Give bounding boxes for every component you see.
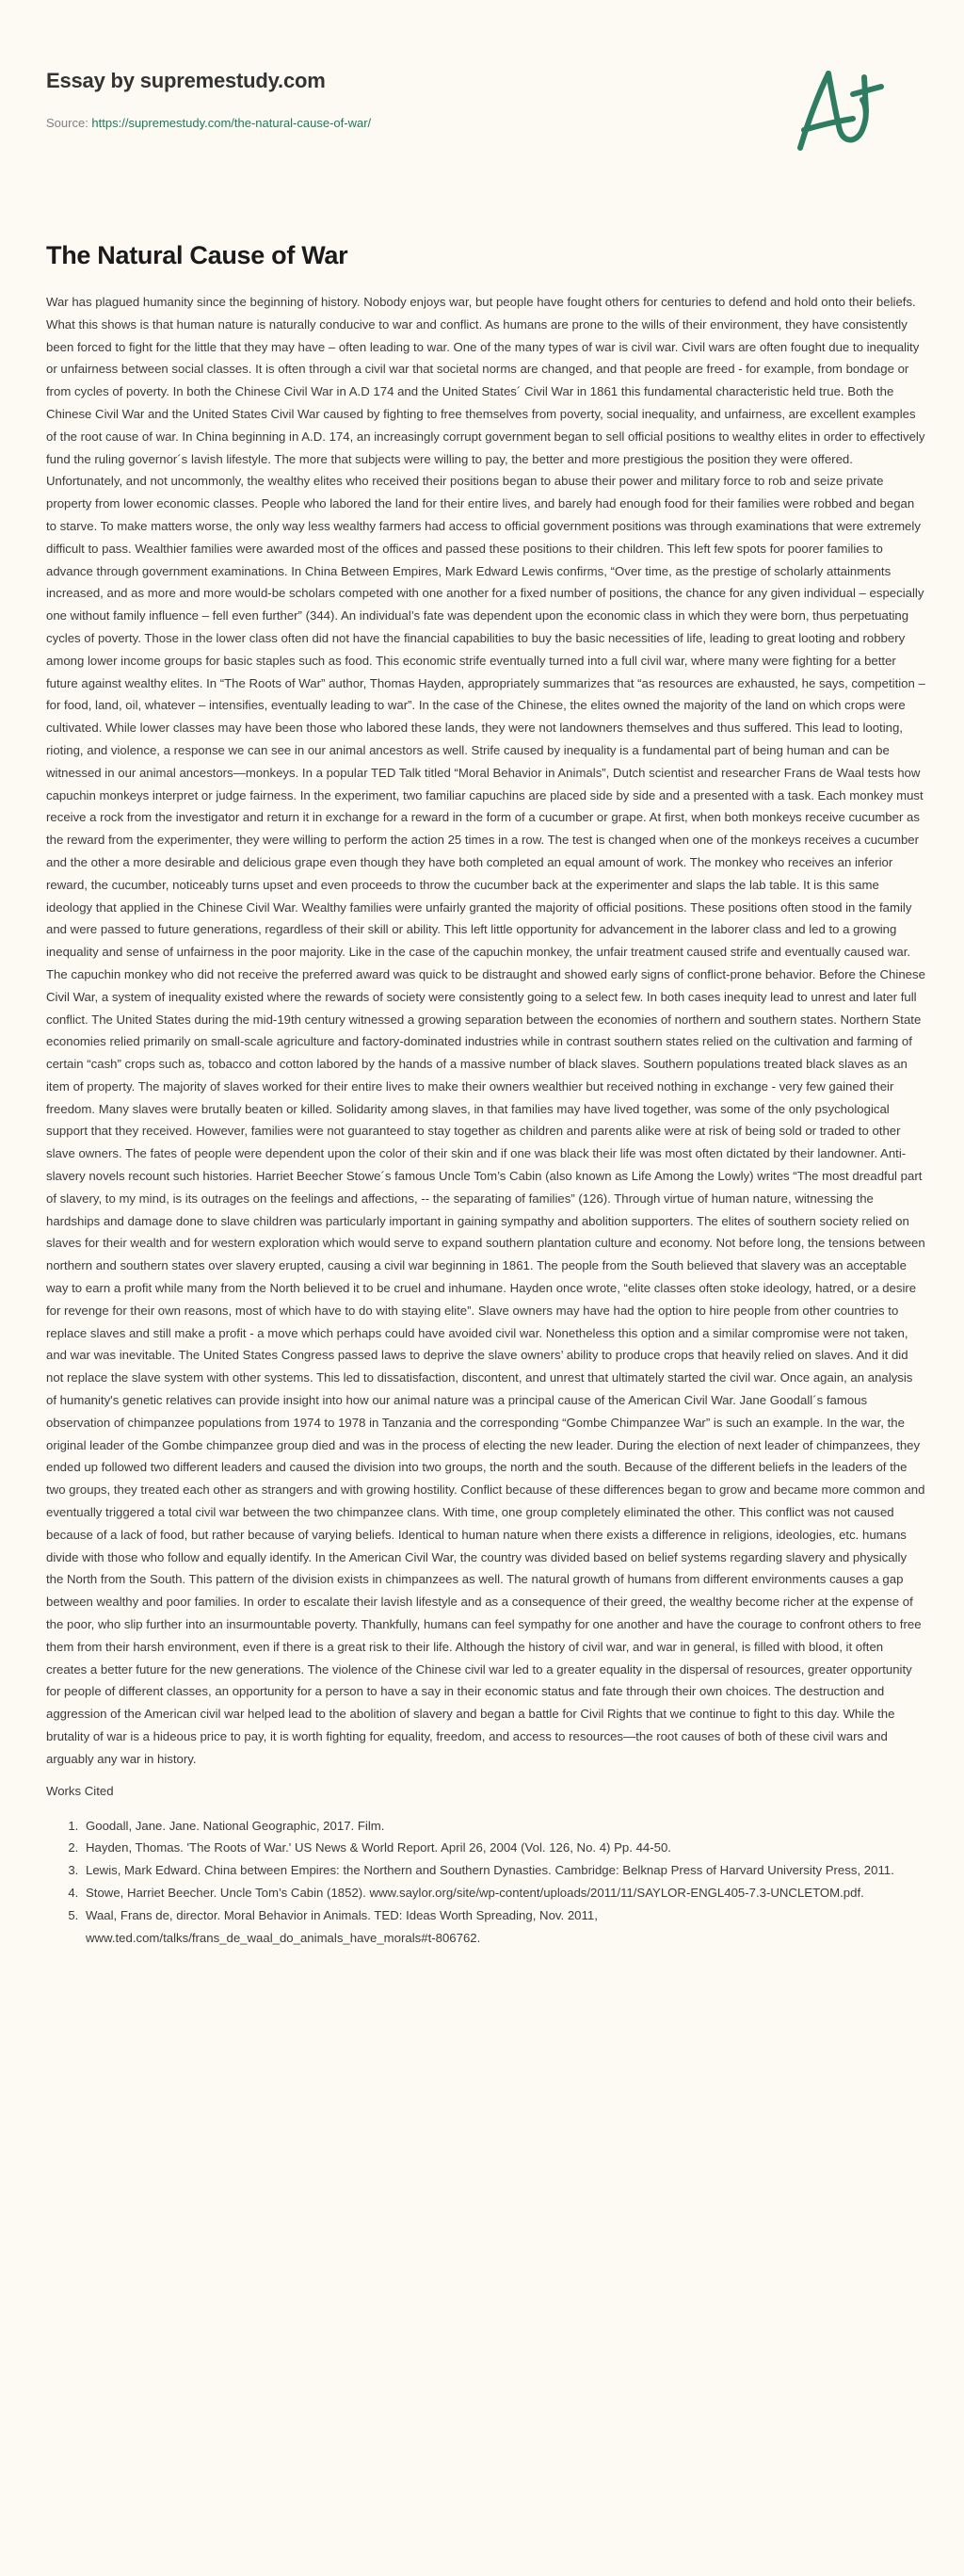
citation-item: 3. Lewis, Mark Edward. China between Empires: the Northern and Southern Dynasties. Cambridge: Belknap Press of Harvard University Press, 2011. xyxy=(82,1859,926,1882)
article-title: The Natural Cause of War xyxy=(46,241,348,269)
citation-item: 2. Hayden, Thomas. 'The Roots of War.' US News & World Report. April 26, 2004 (Vol. 126, No. 4) Pp. 44-50. xyxy=(82,1837,926,1859)
source-line xyxy=(46,116,371,130)
source-label: Source: xyxy=(46,116,92,130)
a-plus-logo-icon xyxy=(772,57,885,160)
essay-article xyxy=(46,241,926,1949)
site-title: Essay by supremestudy.com xyxy=(46,69,326,92)
citation-item: 4. Stowe, Harriet Beecher. Uncle Tom’s Cabin (1852). www.saylor.org/site/wp-content/uploads/2011/11/SAYLOR-ENGL405-7.3-UNCLETOM.pdf. xyxy=(82,1882,926,1904)
works-cited-list xyxy=(46,1815,926,1950)
works-cited-heading: Works Cited xyxy=(46,1783,114,1798)
source-link[interactable]: https://supremestudy.com/the-natural-cause-of-war/ xyxy=(91,116,372,130)
citation-item: 1. Goodall, Jane. Jane. National Geographic, 2017. Film. xyxy=(82,1815,926,1838)
essay-body: War has plagued humanity since the beginning of history. Nobody enjoys war, but people have fought others for centuries to defend and hold onto their beliefs. What this shows is that human nature is naturally conducive to war and conflict. As humans are prone to the wills of their environment, they have consistently been forced to fight for the little that they may have – often leading to war. One of the many types of war is civil war. Civil wars are often fought due to inequality or unfairness between social classes. It is often through a civil war that societal norms are changed, and that people are freed - for example, from bondage or from cycles of poverty. In both the Chinese Civil War in A.D 174 and the United States´ Civil War in 1861 this fundamental characteristic held true. Both the Chinese Civil War and the United States Civil War caused by fighting to free themselves from poverty, social inequality, and unfairness, are excellent examples of the root cause of war. In China beginning in A.D. 174, an increasingly corrupt government began to sell official positions to wealthy elites in order to effectively fund the ruling governor´s lavish lifestyle. The more that subjects were willing to pay, the better and more prestigious the position they were offered. Unfortunately, and not uncommonly, the wealthy elites who received their positions began to abuse their power and military force to rob and seize private property from lower economic classes. People who labored the land for their entire lives, and barely had enough food for their families were robbed and began to starve. To make matters worse, the only way less wealthy farmers had access to official government positions was through examinations that were extremely difficult to pass. Wealthier families were awarded most of the offices and passed these positions to their children. This left few spots for poorer families to advance through government examinations. In China Between Empires, Mark Edward Lewis confirms, “Over time, as the prestige of scholarly attainments increased, and as more and more would-be scholars competed with one another for a fixed number of positions, the chance for any given individual – especially one without family influence – fell even further” (344). An individual’s fate was dependent upon the economic class in which they were born, thus perpetuating cycles of poverty. Those in the lower class often did not have the financial capabilities to buy the basic necessities of life, leading to great looting and robbery among lower income groups for basic staples such as food. This economic strife eventually turned into a full civil war, where many were fighting for a better future against wealthy elites. In “The Roots of War” author, Thomas Hayden, appropriately summarizes that “as resources are exhausted, he says, competition – for food, land, oil, whatever – intensifies, eventually leading to war”. In the case of the Chinese, the elites owned the majority of the land on which crops were cultivated. While lower classes may have been those who labored these lands, they were not landowners themselves and thus suffered. This lead to looting, rioting, and violence, a response we can see in our animal ancestors as well. Strife caused by inequality is a fundamental part of being human and can be witnessed in our animal ancestors—monkeys. In a popular TED Talk titled “Moral Behavior in Animals”, Dutch scientist and researcher Frans de Waal tests how capuchin monkeys interpret or judge fairness. In the experiment, two familiar capuchins are placed side by side and a presented with a task. Each monkey must receive a rock from the investigator and return it in exchange for a reward in the form of a cucumber or grape. At first, when both monkeys receive cucumber as the reward from the experimenter, they were willing to perform the action 25 times in a row. The test is changed when one of the monkeys receives a cucumber and the other a more desirable and delicious grape even though they have both completed an equal amount of work. The monkey who receives an inferior reward, the cucumber, noticeably turns upset and even proceeds to throw the cucumber back at the experimenter and slaps the lab table. It is this same ideology that applied in the Chinese Civil War. Wealthy families were unfairly granted the majority of official positions. These positions often stood in the family and were passed to future generations, regardless of their skill or ability. This left little opportunity for advancement in the laborer class and led to a growing inequality and sense of unfairness in the poor majority. Like in the case of the capuchin monkey, the unfair treatment caused strife and eventually caused war. The capuchin monkey who did not receive the preferred award was quick to be distraught and showed early signs of conflict-prone behavior. Before the Chinese Civil War, a system of inequality existed where the rewards of society were consistently going to a select few. In both cases inequity lead to unrest and later full conflict. The United States during the mid-19th century witnessed a growing separation between the economies of northern and southern states. Northern State economies relied primarily on small-scale agriculture and factory-dominated industries while in contrast southern states relied on the cultivation and farming of certain “cash” crops such as, tobacco and cotton labored by the hands of a massive number of black slaves. Southern populations treated black slaves as an item of property. The majority of slaves worked for their entire lives to make their owners wealthier but received nothing in exchange - very few gained their freedom. Many slaves were brutally beaten or killed. Solidarity among slaves, in that families may have lived together, was some of the only psychological support that they received. However, families were not guaranteed to stay together as children and parents alike were at risk of being sold or traded to other slave owners. The fates of people were dependent upon the color of their skin and if one was black their life was most often dictated by their landowner. Anti-slavery novels recount such histories. Harriet Beecher Stowe´s famous Uncle Tom’s Cabin (also known as Life Among the Lowly) writes “The most dreadful part of slavery, to my mind, is its outrages on the feelings and affections, -- the separating of families” (126). Through virtue of human nature, witnessing the hardships and damage done to slave children was particularly important in gaining sympathy and abolition supporters. The elites of southern society relied on slaves for their wealth and for western exploration which would serve to expand southern plantation culture and economy. Not before long, the tensions between northern and southern states over slavery erupted, causing a civil war beginning in 1861. The people from the South believed that slavery was an acceptable way to earn a profit while many from the North believed it to be cruel and inhumane. Hayden once wrote, “elite classes often stoke ideology, hatred, or a desire for revenge for their own reasons, most of which have to do with staying elite”. Slave owners may have had the option to hire people from other countries to replace slaves and still make a profit - a move which perhaps could have avoided civil war. Nonetheless this option and a similar compromise were not taken, and war was inevitable. The United States Congress passed laws to deprive the slave owners’ ability to produce crops that heavily relied on slaves. And it did not replace the slave system with other systems. This led to dissatisfaction, discontent, and unrest that ultimately started the civil war. Once again, an analysis of humanity's genetic relatives can provide insight into how our animal nature was a principal cause of the American Civil War. Jane Goodall´s famous observation of chimpanzee populations from 1974 to 1978 in Tanzania and the corresponding “Gombe Chimpanzee War” is such an example. In the war, the original leader of the Gombe chimpanzee group died and was in the process of electing the new leader. During the election of next leader of chimpanzees, they ended up followed two different leaders and caused the division into two groups, the north and the south. Because of the different beliefs in the leaders of the two groups, they treated each other as strangers and with growing hostility. Conflict because of these differences began to grow and became more common and eventually triggered a total civil war between the two chimpanzee clans. With time, one group completely eliminated the other. This conflict was not caused because of a lack of food, but rather because of varying beliefs. Identical to human nature when there exists a difference in religions, ideologies, etc. humans divide with those who follow and equally identify. In the American Civil War, the country was divided based on belief systems regarding slavery and physically the North from the South. This pattern of the division exists in chimpanzees as well. The natural growth of humans from different environments causes a gap between wealthy and poor families. In order to escalate their lavish lifestyle and as a consequence of their greed, the wealthy become richer at the expense of the poor, who slip further into an insurmountable poverty. Thankfully, humans can feel sympathy for one another and have the courage to confront others to free them from their harsh environment, even if there is a great risk to their life. Although the history of civil war, and war in general, is filled with blood, it often creates a better future for the new generations. The violence of the Chinese civil war led to a greater equality in the dispersal of resources, greater opportunity for people of different classes, an opportunity for a person to have a say in their economic status and fate through their own choices. The destruction and aggression of the American civil war helped lead to the abolition of slavery and began a battle for Civil Rights that we continue to fight to this day. While the brutality of war is a hideous price to pay, it is worth fighting for equality, freedom, and access to resources—the root causes of both of these civil wars and arguably any war in history. xyxy=(46,295,925,1766)
citation-item: 5. Waal, Frans de, director. Moral Behavior in Animals. TED: Ideas Worth Spreading, Nov. 2011, www.ted.com/talks/frans_de_waal_do_animals_have_morals#t-806762. xyxy=(82,1904,926,1950)
page-header xyxy=(0,0,964,160)
